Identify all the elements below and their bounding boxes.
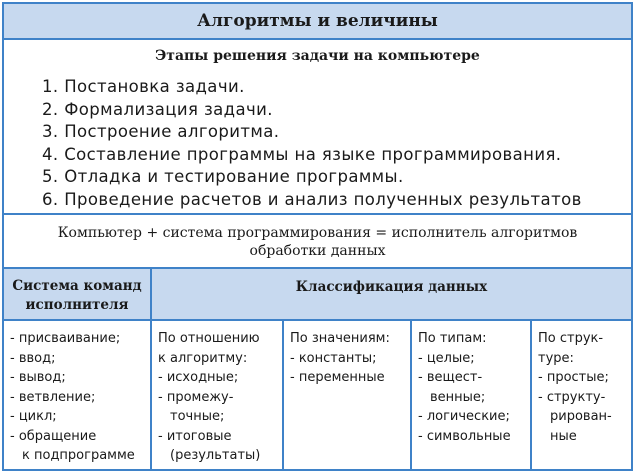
- stage-item: 2. Формализация задачи.: [42, 99, 273, 119]
- class-line: По струк-: [538, 331, 604, 346]
- formula-line: обработки данных: [249, 243, 386, 259]
- class-line: По значениям:: [290, 331, 390, 346]
- bottom-columns: [4, 321, 631, 469]
- classification-by-types: [412, 321, 532, 469]
- class-line: - константы;: [290, 350, 377, 366]
- command-item: к подпрограмме: [22, 448, 135, 463]
- info-table: [2, 2, 633, 471]
- stage-item: 1. Постановка задачи.: [42, 77, 245, 96]
- commands-heading: [4, 269, 152, 319]
- class-line: - промежу-: [158, 389, 234, 405]
- class-line: туре:: [538, 350, 574, 366]
- executor-formula: [4, 215, 631, 269]
- class-line: точные;: [170, 409, 225, 424]
- class-line: По типам:: [418, 331, 487, 346]
- class-line: По отношению: [158, 331, 260, 346]
- class-line: венные;: [430, 389, 486, 405]
- stage-item: 3. Построение алгоритма.: [42, 122, 280, 141]
- class-line: (результаты): [170, 448, 261, 463]
- class-line: - простые;: [538, 370, 609, 385]
- command-item: - ввод;: [10, 350, 56, 366]
- stages-list: [42, 76, 582, 211]
- command-item: - обращение: [10, 428, 97, 444]
- classification-heading: Классификация данных: [295, 279, 488, 295]
- class-line: - вещест-: [418, 370, 483, 385]
- class-line: рирован-: [550, 409, 612, 424]
- stage-item: 5. Отладка и тестирование программы.: [42, 167, 404, 186]
- classification-by-structure: [532, 321, 631, 469]
- command-item: - присваивание;: [10, 331, 121, 346]
- class-line: ные: [550, 428, 577, 444]
- formula-line: Компьютер + система программирования = исполнитель алгоритмов: [57, 225, 578, 241]
- class-line: - логические;: [418, 409, 510, 424]
- class-line: - целые;: [418, 350, 475, 366]
- stages-section: [4, 40, 631, 215]
- stage-item: 4. Составление программы на языке программирования.: [42, 144, 562, 164]
- class-line: - структу-: [538, 389, 606, 405]
- class-line: к алгоритму:: [158, 350, 248, 366]
- class-line: - исходные;: [158, 370, 239, 385]
- commands-heading-line: исполнителя: [25, 297, 129, 313]
- stage-item: 6. Проведение расчетов и анализ полученных результатов: [42, 189, 582, 209]
- class-line: - итоговые: [158, 428, 232, 444]
- class-line: - переменные: [290, 370, 385, 385]
- bottom-header-row: [4, 269, 631, 321]
- commands-list: [4, 321, 152, 469]
- stages-heading: Этапы решения задачи на компьютере: [155, 48, 480, 64]
- command-item: - цикл;: [10, 409, 57, 424]
- table-title: Алгоритмы и величины: [4, 4, 631, 40]
- command-item: - ветвление;: [10, 389, 96, 405]
- commands-heading-line: Система команд: [12, 278, 142, 294]
- classification-by-values: [284, 321, 412, 469]
- class-line: - символьные: [418, 428, 511, 444]
- command-item: - вывод;: [10, 370, 66, 385]
- classification-by-algorithm: [152, 321, 284, 469]
